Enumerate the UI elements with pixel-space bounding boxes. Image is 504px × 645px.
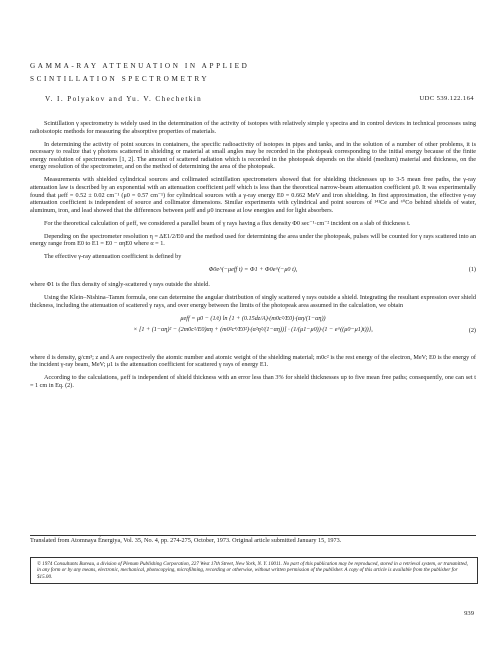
paragraph-4: For the theoretical calculation of μeff, we considered a parallel beam of γ rays having a flux density Φ0 sec⁻¹·cm⁻² incident on a slab of thickness t.: [44, 219, 411, 227]
authors: V. I. Polyakov and Yu. V. Chechetkin: [45, 95, 203, 103]
paragraph-5: Depending on the spectrometer resolution η = ΔE1/2/E0 and the method used for determining the area under the photopeak, pulses will be counted for γ rays scattered into an energy range from E0 to E1 = E0 − αηE0 where α = 1.: [30, 232, 476, 248]
equation-2-number: (2): [468, 326, 476, 334]
paragraph-8: Using the Klein–Nishina–Tamm formula, one can determine the angular distribution of singly scattered γ rays outside a shield. Integrating the resultant expression over shield thickness, including the attenuation of scattered γ rays, and over energy between the limits of the photopeak area assumed in the calculation, we obtain: [30, 294, 476, 309]
equation-1-body: Φ0e^(−μeff t) = Φ1 + Φ0e^(−μ0 t),: [208, 266, 298, 274]
paragraph-6: The effective γ-ray attenuation coefficient is defined by: [44, 253, 182, 261]
title-line-2: SCINTILLATION SPECTROMETRY: [30, 75, 210, 83]
paragraph-3: Measurements with shielded cylindrical sources and collimated scintillation spectrometers showed that for shielding thicknesses up to 3-5 mean free paths, the γ-ray attenuation law is described by an exponential with an attenuation coefficient μeff which is less than the theoretical narrow-beam attenuation coefficient μ0. It was experimentally found that μeff = 0.52 ± 0.02 cm⁻¹ (μ0 = 0.57 cm⁻¹) for cylindrical sources with a γ-ray energy E0 = 0.662 MeV and iron shielding. In first approximation, the effective γ-ray attenuation coefficient is independent of source and collimator dimensions. Similar experiments with cylindrical and point sources of ¹⁴¹Ce and ⁶⁰Co behind shields of water, aluminum, iron, and lead showed that the differences between μeff and μ0 increase at low energies and for light absorbers.: [30, 176, 476, 214]
paragraph-9: where d is density, g/cm³; z and A are respectively the atomic number and atomic weight of the shielding material; m0c² is the rest energy of the electron, MeV; E0 is the energy of the incident γ-ray beam, MeV; μ1 is the attenuation coefficient for scattered γ rays of energy E1.: [30, 353, 476, 369]
paragraph-2: In determining the activity of point sources in containers, the specific radioactivity of isotopes in pipes and tanks, and in the solution of a number of other problems, it is necessary to realize that γ photons scattered in shielding or material at small angles may be recorded in the photopeak corresponding to the initial energy because of the finite energy resolution of spectrometers [1, 2]. The amount of scattered radiation which is recorded in the photopeak depends on the shield (medium) material and thickness, on the energy resolution of the spectrometer, and on the method of determining the area of the photopeak.: [30, 140, 476, 171]
equation-1-number: (1): [468, 266, 476, 274]
copyright-notice: © 1974 Consultants Bureau, a division of Plenum Publishing Corporation, 227 West 17th Street, New York, N. Y. 10011. No part of this publication may be reproduced, stored in a retrieval system, or transmitted, in any form or by any means, electronic, mechanical, photocopying, microfilming, recording or otherwise, without written permission of the publisher. A copy of this article is available from the publisher for $15.00.: [30, 557, 478, 584]
paragraph-7: where Φ1 is the flux density of singly-scattered γ rays outside the shield.: [30, 281, 210, 289]
equation-2-line-1: μeff = μ0 − (1/t) ln {1 + (0.15dz/A)·(m0c²/E0)·(αη/(1−αη)): [180, 314, 326, 322]
footer-rule: [30, 535, 476, 536]
udc-code: UDC 539.122.164: [419, 95, 474, 102]
article-body: [30, 120, 476, 395]
page-number: 939: [464, 610, 474, 617]
equation-1: [30, 266, 476, 276]
title-line-1: GAMMA-RAY ATTENUATION IN APPLIED: [30, 62, 250, 70]
translation-note: Translated from Atomnaya Énergiya, Vol. 35, No. 4, pp. 274-275, October, 1973. Original article submitted January 15, 1973.: [30, 537, 342, 544]
paragraph-10: According to the calculations, μeff is independent of shield thickness with an error less than 3% for shield thicknesses up to five mean free paths; consequently, one can set t = 1 cm in Eq. (2).: [30, 374, 476, 389]
article-title: [30, 60, 470, 86]
paragraph-1: Scintillation γ spectrometry is widely used in the determination of the activity of isotopes with relatively simple γ spectra and in control devices in technical processes using radioisotopic methods for measuring the absorptive properties of materials.: [30, 120, 476, 135]
equation-2-line-2: × [1 + (1−αη)² − (2m0c²/E0)αη + (m0²c⁴/E0²)·(α²η²/(1−αη))] · (1/(μ1−μ0))·(1 − e^((μ0−μ1)t))},: [133, 326, 373, 334]
equation-2: [30, 315, 476, 349]
